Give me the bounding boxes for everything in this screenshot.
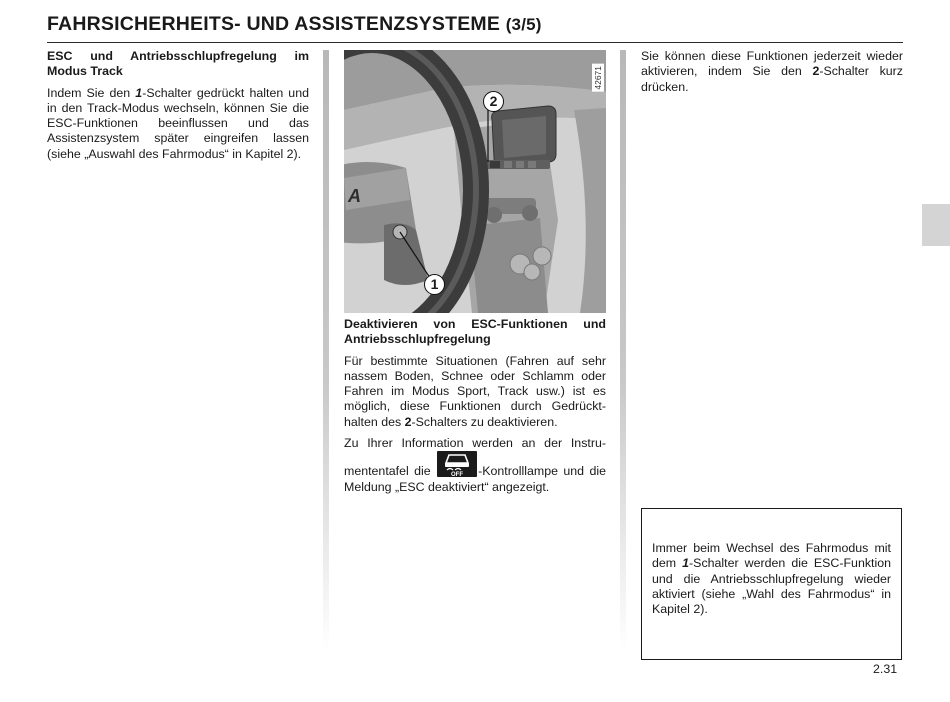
esc-off-warning-icon bbox=[437, 451, 477, 477]
chapter-thumb-tab bbox=[922, 204, 950, 246]
esc-off-label: OFF bbox=[451, 472, 464, 478]
switch-1-ref-box: 1 bbox=[682, 556, 690, 571]
callout-1: 1 bbox=[424, 274, 445, 295]
deactivate-paragraph: Für bestimmte Situationen (Fahren auf sehr nassem Boden, Schnee oder Schlamm oder Fahren im Modus Sport, Track usw.) ist es möglich, diese Funktionen durch Gedrückthalten des 2-Schalters zu deaktivieren. bbox=[344, 353, 606, 429]
dashboard-illustration bbox=[344, 50, 606, 313]
column-divider-right bbox=[620, 50, 626, 650]
section-title: FAHRSICHERHEITS- UND ASSISTENZSYSTEME bbox=[47, 13, 501, 35]
title-rule bbox=[47, 42, 903, 43]
callout-2: 2 bbox=[483, 91, 504, 112]
steering-logo: A bbox=[348, 186, 361, 206]
info-box bbox=[641, 508, 902, 660]
info-box-text: Immer beim Wechsel des Fahrmodus mit dem 1-Schalter werden die ESC-Funktion und die Antriebsschlupfregelung wieder aktiviert (siehe „Wahl des Fahrmodus“ in Kapitel 2). bbox=[652, 541, 892, 617]
reactivate-paragraph: Sie können diese Funktionen jederzeit wieder aktivieren, indem Sie den 2-Schalter kurz drücken. bbox=[641, 49, 903, 94]
dashboard-drawing bbox=[344, 50, 606, 313]
page-title bbox=[47, 13, 542, 36]
switch-1-ref: 1 bbox=[135, 85, 143, 100]
track-mode-subheading: ESC und Antriebsschlupfregelung im Modus Track bbox=[47, 49, 309, 79]
left-column bbox=[47, 49, 309, 168]
track-mode-paragraph: Indem Sie den 1-Schalter gedrückt halten und in den Track-Modus wechseln, können Sie die ESC-Funktionen beeinflussen und das Assistenzsystem später eingreifen lassen (siehe „Auswahl des Fahrmodus“ in Kapitel 2). bbox=[47, 85, 309, 161]
switch-2-ref: 2 bbox=[404, 414, 412, 429]
figure-id: 42671 bbox=[593, 66, 603, 90]
column-divider-left bbox=[323, 50, 329, 650]
warning-lamp-paragraph: Zu Ihrer Information werden an der Instrumententafel die OFF -Kontrolllampe und die Meldung „ESC deaktiviert“ angezeigt. bbox=[344, 436, 606, 494]
right-column bbox=[641, 49, 903, 101]
section-part: (3/5) bbox=[505, 15, 542, 34]
page-number: 2.31 bbox=[873, 662, 898, 676]
middle-column bbox=[344, 317, 606, 501]
switch-2-ref-right: 2 bbox=[812, 64, 820, 79]
deactivate-subheading: Deaktivieren von ESC-Funktionen und Antriebsschlupfregelung bbox=[344, 317, 606, 347]
